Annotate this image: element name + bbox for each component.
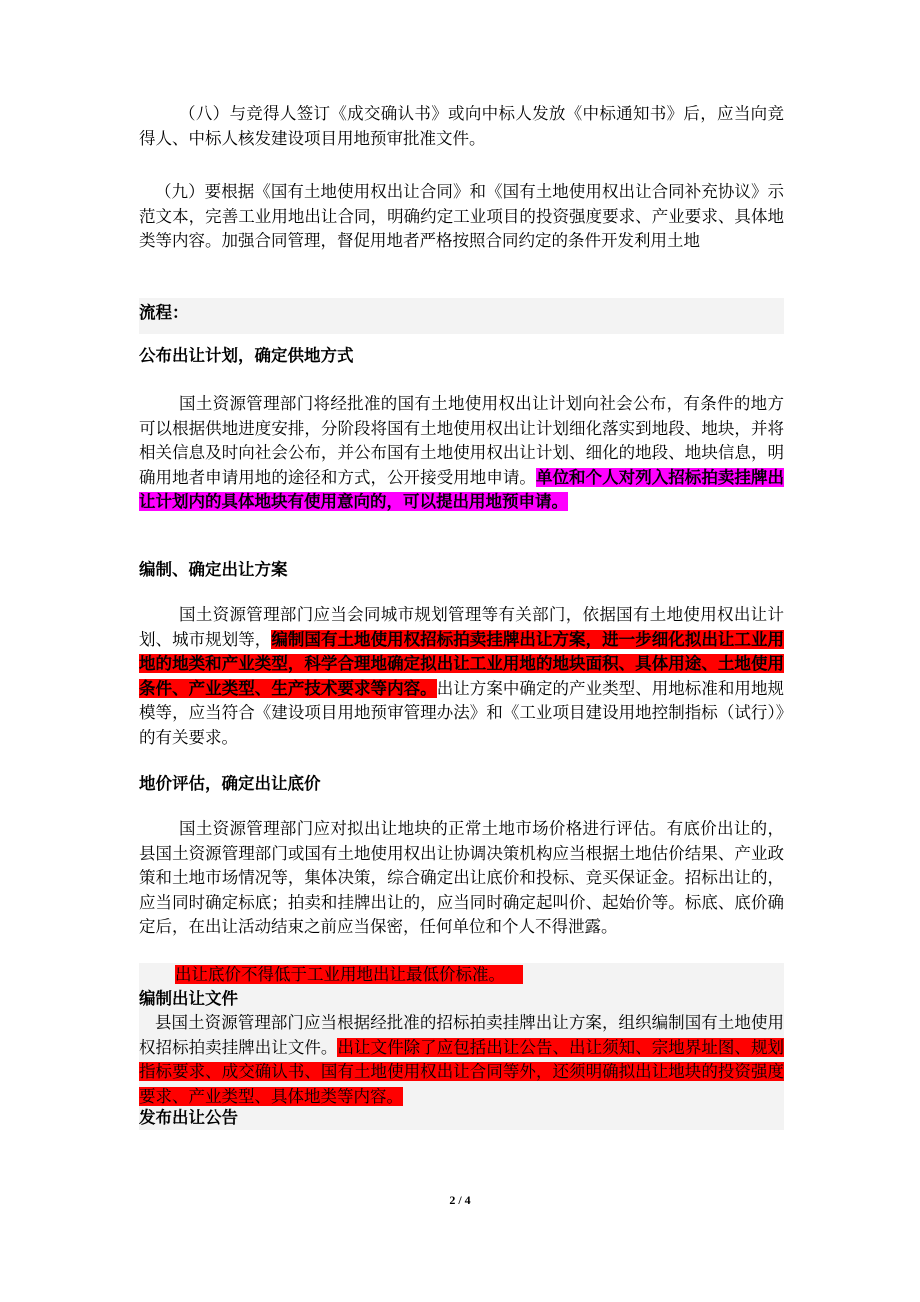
section-body-make-plan [139, 603, 784, 750]
page-number: 2 / 4 [449, 1193, 471, 1207]
section-title-make-documents: 编制出让文件 [139, 987, 784, 1011]
section-title-publish-plan: 公布出让计划，确定供地方式 [139, 346, 354, 365]
price-rule-line [139, 963, 784, 987]
section-title-make-plan: 编制、确定出让方案 [139, 560, 288, 579]
paragraph-8: （八）与竞得人签订《成交确认书》或向中标人发放《中标通知书》后，应当向竞得人、中标人核发建设项目用地预审批准文件。 [139, 104, 784, 148]
highlight-min-price: 出让底价不得低于工业用地出让最低价标准。 [175, 965, 523, 984]
section-title-price-evaluation: 地价评估，确定出让底价 [139, 774, 321, 793]
section-body-make-documents [139, 1011, 784, 1109]
highlight-plan-details: 编制国有土地使用权招标拍卖挂牌出让方案，进一步细化拟出让工业用地的地类和产业类型，科学合理地确定拟出让工业用地的地块面积、具体用途、土地使用条件、产业类型、生产技术要求等内容。 [139, 629, 785, 698]
highlight-pre-application: 单位和个人对列入招标拍卖挂牌出让计划内的具体地块有使用意向的，可以提出用地预申请。 [139, 467, 785, 511]
body-text-before: 国土资源管理部门应当会同城市规划管理等有关部门，依据国有土地使用权出让计划、城市规划等， [139, 605, 784, 649]
section-body-price-evaluation: 国土资源管理部门应对拟出让地块的正常土地市场价格进行评估。有底价出让的，县国土资源管理部门或国有土地使用权出让协调决策机构应当根据土地估价结果、产业政策和土地市场情况等，集体决策，综合确定出让底价和投标、竞买保证金。招标出让的，应当同时确定标底；拍卖和挂牌出让的，应当同时确定起叫价、起始价等。标底、底价确定后，在出让活动结束之前应当保密，任何单位和个人不得泄露。 [139, 819, 784, 936]
body-text: 国土资源管理部门将经批准的国有土地使用权出让计划向社会公布，有条件的地方可以根据供地进度安排，分阶段将国有土地使用权出让计划细化落实到地段、地块，并将相关信息及时向社会公布，并公布国有土地使用权出让计划、细化的地段、地块信息，明确用地者申请用地的途径和方式，公开接受用地申请。 [139, 394, 784, 487]
section-body-publish-plan [139, 392, 784, 515]
body-text-after: 出让方案中确定的产业类型、用地标准和用地规模等，应当符合《建设项目用地预审管理办法》和《工业项目建设用地控制指标（试行）》的有关要求。 [139, 678, 785, 747]
section-title-publish-announcement: 发布出让公告 [139, 1106, 784, 1130]
paragraph-9: （九）要根据《国有土地使用权出让合同》和《国有土地使用权出让合同补充协议》示范文本，完善工业用地出让合同，明确约定工业项目的投资强度要求、产业要求、具体地类等内容。加强合同管理，督促用地者严格按照合同约定的条件开发利用土地 [139, 182, 784, 250]
body-text: 县国土资源管理部门应当根据经批准的招标拍卖挂牌出让方案，组织编制国有土地使用权招标拍卖挂牌出让文件。 [139, 1013, 784, 1057]
flow-label: 流程： [139, 298, 784, 334]
highlight-document-contents: 出让文件除了应包括出让公告、出让须知、宗地界址图、规划指标要求、成交确认书、国有土地使用权出让合同等外，还须明确拟出让地块的投资强度要求、产业类型、具体地类等内容。 [139, 1037, 785, 1106]
